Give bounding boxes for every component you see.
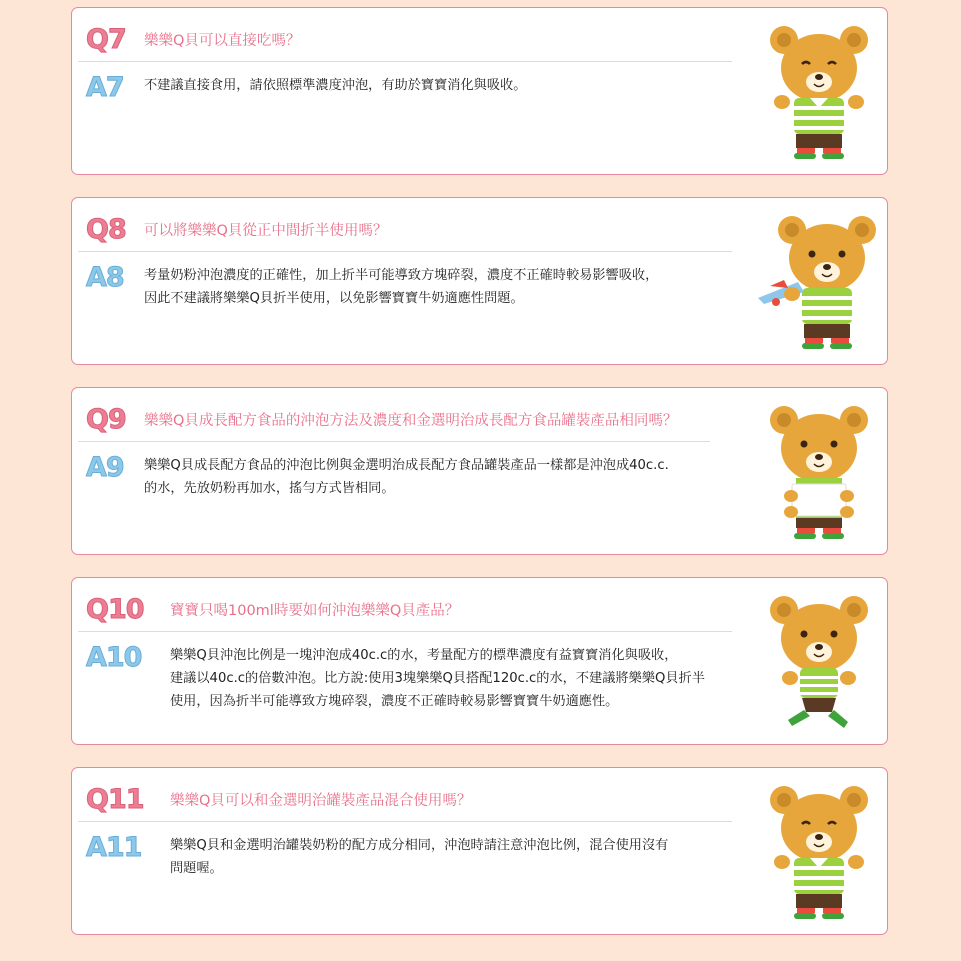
answer-text xyxy=(144,74,526,97)
question-text: 樂樂Q貝成長配方食品的沖泡方法及濃度和金選明治成長配方食品罐裝產品相同嗎？ xyxy=(144,412,678,429)
answer-text: 樂樂Q貝成長配方食品的沖泡比例與金選明治成長配方食品罐裝產品一樣都是沖泡成40c.c. 的水，先放奶粉再加水，搖勻方式皆相同。 xyxy=(144,458,669,496)
faq-card-q10 xyxy=(71,577,888,745)
question-tag: Q8 xyxy=(86,213,126,245)
answer-line: 不建議直接食用，請依照標準濃度沖泡，有助於寶寶消化與吸收。 xyxy=(144,78,527,93)
question-text: 樂樂Q貝可以和金選明治罐裝產品混合使用嗎？ xyxy=(170,792,472,809)
question-text: 寶寶只喝100ml時要如何沖泡樂樂Q貝產品？ xyxy=(170,602,460,619)
question-tag: Q10 xyxy=(86,593,144,625)
bear-waving-icon xyxy=(764,20,876,162)
question-text: 可以將樂樂Q貝從正中間折半使用嗎？ xyxy=(144,222,388,239)
answer-text: 樂樂Q貝和金選明治罐裝奶粉的配方成分相同，沖泡時請注意沖泡比例，混合使用沒有 問題喔。 xyxy=(170,838,669,876)
bear-running-icon xyxy=(764,590,876,732)
faq-card-q7 xyxy=(71,7,888,175)
divider xyxy=(78,251,732,252)
answer-tag: A10 xyxy=(86,642,142,673)
faq-card-q8 xyxy=(71,197,888,365)
answer-tag: A8 xyxy=(86,262,124,293)
divider xyxy=(78,821,732,822)
question-text: 樂樂Q貝可以直接吃嗎？ xyxy=(144,32,301,49)
divider xyxy=(78,61,732,62)
question-tag: Q9 xyxy=(86,403,126,435)
answer-tag: A11 xyxy=(86,832,142,863)
faq-card-q11 xyxy=(71,767,888,935)
bear-airplane-icon xyxy=(748,210,876,352)
answer-text: 考量奶粉沖泡濃度的正確性，加上折半可能導致方塊碎裂，濃度不正確時較易影響吸收， 因此不建議將樂樂Q貝折半使用，以免影響寶寶牛奶適應性問題。 xyxy=(144,268,659,306)
question-tag: Q11 xyxy=(86,783,144,815)
answer-tag: A9 xyxy=(86,452,124,483)
question-tag: Q7 xyxy=(86,23,126,55)
answer-text: 樂樂Q貝沖泡比例是一塊沖泡成40c.c的水，考量配方的標準濃度有益寶寶消化與吸收， 建議以40c.c的倍數沖泡。比方說:使用3塊樂樂Q貝搭配120c.c的水，不建議將樂樂Q貝折半 使用，因為折半可能導致方塊碎裂，濃度不正確時較易影響寶寶牛奶適應性。 xyxy=(170,648,705,709)
answer-tag: A7 xyxy=(86,72,124,103)
faq-card-q9 xyxy=(71,387,888,555)
bear-waving-icon xyxy=(764,780,876,922)
bear-holding-sign-icon xyxy=(764,400,876,542)
divider xyxy=(78,631,732,632)
divider xyxy=(78,441,710,442)
